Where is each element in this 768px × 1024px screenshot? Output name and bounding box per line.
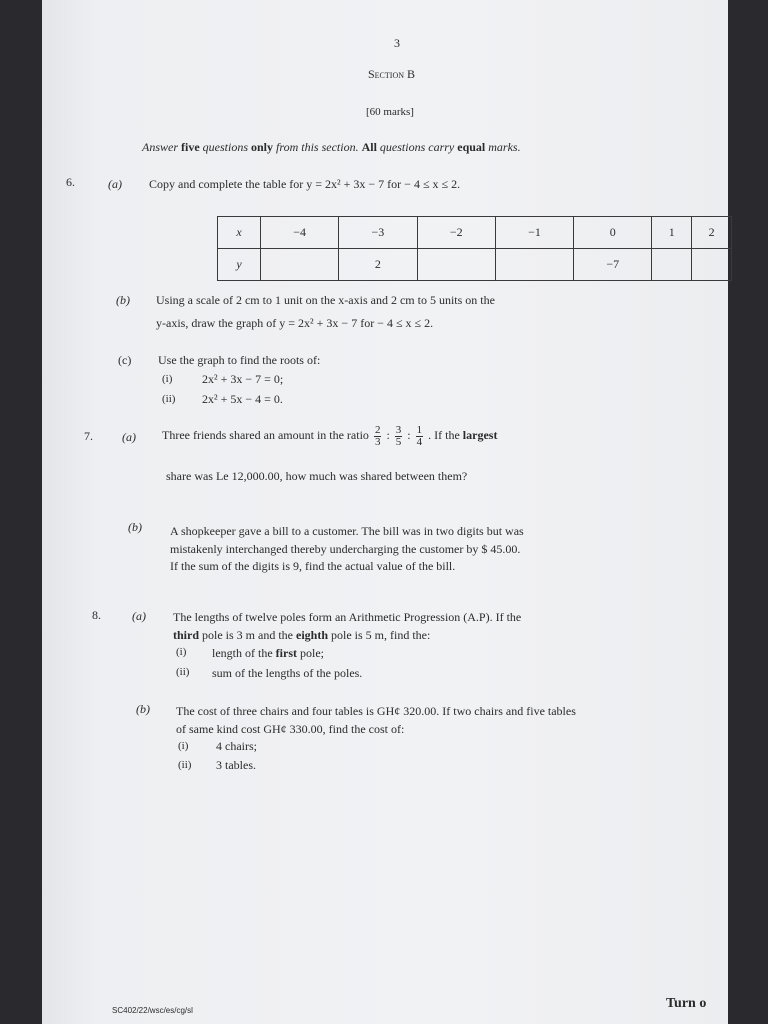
footer-code: SC402/22/wsc/es/cg/sl: [112, 1006, 193, 1015]
q8-a-i-label: (i): [176, 646, 187, 658]
q8-a-ii-label: (ii): [176, 666, 190, 678]
ratio-fraction: $\frac{2}{3}$: [374, 423, 381, 448]
q6-c-label: (c): [118, 353, 132, 367]
turn-over-label: Turn o: [666, 996, 707, 1011]
q7-b-line3: If the sum of the digits is 9, find the actual value of the bill.: [170, 559, 456, 573]
q6-a-text: Copy and complete the table for y = 2x² + 3x − 7 for − 4 ≤ x ≤ 2.: [149, 177, 461, 191]
q8-b-i-label: (i): [178, 740, 189, 752]
q8-b-i-text: 4 chairs;: [216, 739, 257, 753]
q8-a-line2: third pole is 3 m and the eighth pole is 5 m, find the:: [173, 628, 431, 642]
q7-b-line1: A shopkeeper gave a bill to a customer. The bill was in two digits but was: [170, 524, 524, 538]
y-cell: [495, 249, 573, 281]
q6-c-text: Use the graph to find the roots of:: [158, 353, 321, 367]
exam-page: [42, 0, 728, 1024]
ratio-fraction: $\frac{3}{5}$: [395, 423, 402, 448]
q7-b-line2: mistakenly interchanged thereby undercharging the customer by $ 45.00.: [170, 542, 521, 556]
q6-c-i-text: 2x² + 3x − 7 = 0;: [202, 372, 284, 386]
q6-c-ii-text: 2x² + 5x − 4 = 0.: [202, 392, 283, 406]
y-cell: [652, 249, 692, 281]
x-cell: −4: [261, 217, 339, 249]
y-cell: [692, 249, 732, 281]
y-cell: [261, 249, 339, 281]
q7-number: 7.: [84, 429, 93, 443]
y-cell: −7: [574, 249, 652, 281]
q8-a-label: (a): [132, 609, 146, 623]
x-cell: −1: [495, 217, 573, 249]
table-row-y: [218, 249, 732, 281]
q8-b-ii-label: (ii): [178, 759, 192, 771]
y-cell: 2: [339, 249, 417, 281]
q8-b-ii-text: 3 tables.: [216, 758, 256, 772]
page-number: 3: [394, 36, 400, 50]
x-cell: 2: [692, 217, 732, 249]
q7-a-label: (a): [122, 430, 136, 444]
x-cell: 1: [652, 217, 692, 249]
x-cell: −2: [417, 217, 495, 249]
q6-c-i-label: (i): [162, 373, 173, 385]
q8-a-ii-text: sum of the lengths of the poles.: [212, 666, 363, 680]
section-title: Section B: [368, 67, 416, 81]
q8-b-label: (b): [136, 702, 150, 716]
row-label-y: y: [218, 249, 261, 281]
q7-b-label: (b): [128, 520, 142, 534]
q6-values-table: [217, 216, 732, 281]
q6-c-ii-label: (ii): [162, 393, 176, 405]
q8-b-line1: The cost of three chairs and four tables is GH¢ 320.00. If two chairs and five tables: [176, 704, 576, 718]
x-cell: 0: [574, 217, 652, 249]
q6-number: 6.: [66, 175, 75, 189]
table-row-x: [218, 217, 732, 249]
q8-b-line2: of same kind cost GH¢ 330.00, find the cost of:: [176, 722, 405, 736]
x-cell: −3: [339, 217, 417, 249]
q6-b-line2: y-axis, draw the graph of y = 2x² + 3x − 7 for − 4 ≤ x ≤ 2.: [156, 316, 434, 330]
ratio-fraction: $\frac{1}{4}$: [416, 423, 423, 448]
instructions: Answer five questions only from this section. All questions carry equal marks.: [142, 140, 521, 154]
marks-label: [60 marks]: [366, 106, 414, 118]
q6-b-label: (b): [116, 293, 130, 307]
y-cell: [417, 249, 495, 281]
q8-number: 8.: [92, 608, 101, 622]
row-label-x: x: [218, 217, 261, 249]
q7-a-line2: share was Le 12,000.00, how much was shared between them?: [166, 469, 468, 483]
q6-a-label: (a): [108, 177, 122, 191]
q6-b-line1: Using a scale of 2 cm to 1 unit on the x-axis and 2 cm to 5 units on the: [156, 293, 495, 307]
q7-a-line1: Three friends shared an amount in the ratio $\frac{2}{3}$ : $\frac{3}{5}$ : $\frac{1}{4}$ . If the largest: [162, 423, 498, 448]
q8-a-line1: The lengths of twelve poles form an Arithmetic Progression (A.P). If the: [173, 610, 522, 624]
q8-a-i-text: length of the first pole;: [212, 646, 324, 660]
